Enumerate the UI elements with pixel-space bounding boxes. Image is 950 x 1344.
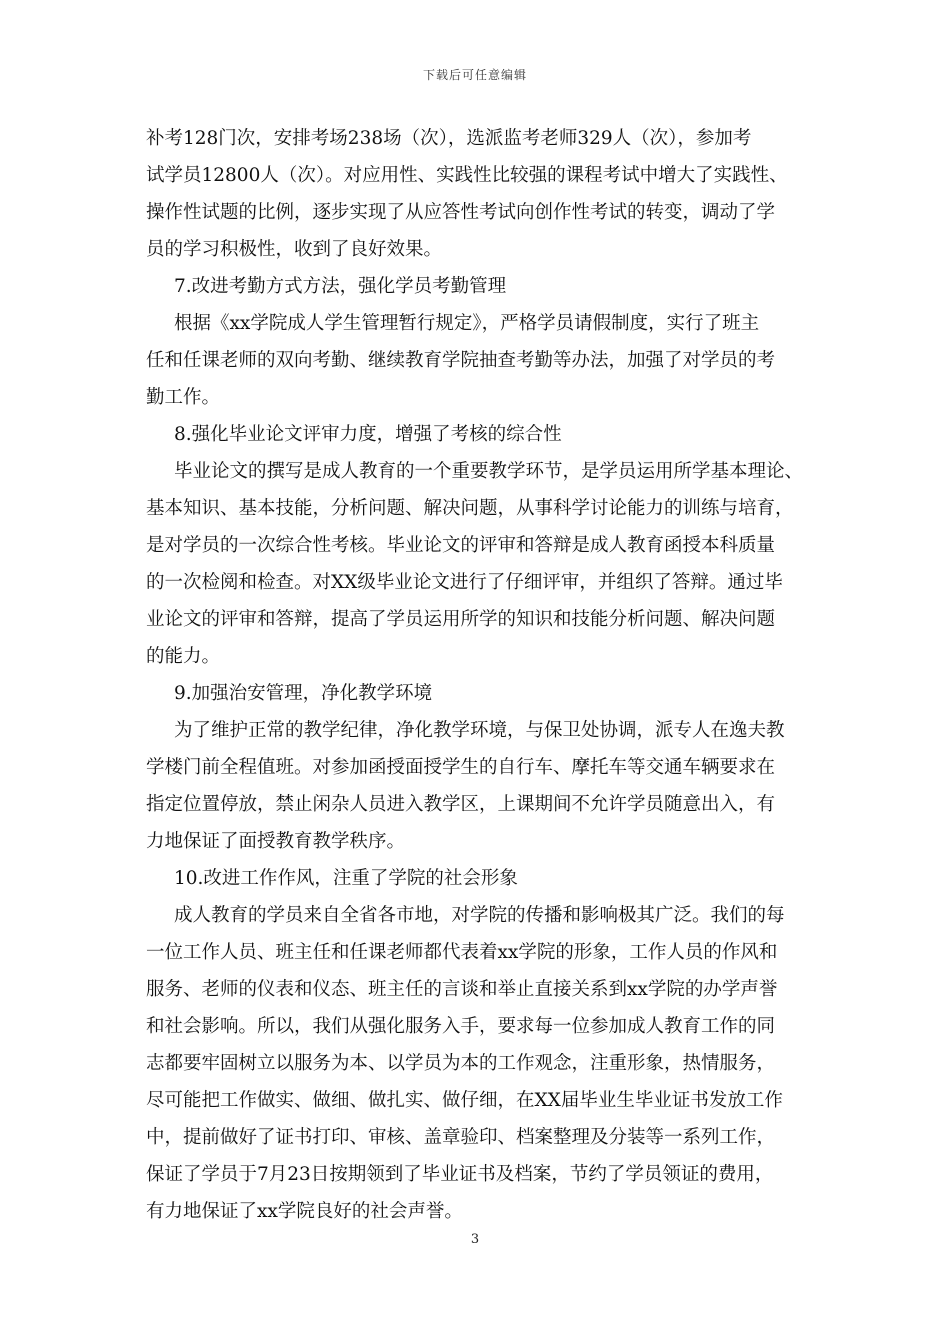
text-line: 中，提前做好了证书打印、审核、盖章验印、档案整理及分装等一系列工作， <box>146 1127 776 1148</box>
text-line: 毕业论文的撰写是成人教育的一个重要教学环节，是学员运用所学基本理论、 <box>174 461 804 482</box>
text-line: 尽可能把工作做实、做细、做扎实、做仔细，在XX届毕业生毕业证书发放工作 <box>146 1090 783 1111</box>
text-line: 成人教育的学员来自全省各市地，对学院的传播和影响极其广泛。我们的每 <box>174 905 785 926</box>
page-header: 下载后可任意编辑 <box>422 68 527 82</box>
text-line: 勤工作。 <box>146 387 221 408</box>
text-line: 试学员12800人（次）。对应用性、实践性比较强的课程考试中增大了实践性、 <box>146 165 788 186</box>
text-line: 力地保证了面授教育教学秩序。 <box>146 831 406 852</box>
text-line: 和社会影响。所以，我们从强化服务入手，要求每一位参加成人教育工作的同 <box>146 1016 776 1037</box>
section-heading: 7.改进考勤方式方法，强化学员考勤管理 <box>174 276 507 297</box>
text-line: 指定位置停放，禁止闲杂人员进入教学区，上课期间不允许学员随意出入，有 <box>146 794 776 815</box>
text-line: 志都要牢固树立以服务为本、以学员为本的工作观念，注重形象，热情服务， <box>146 1053 776 1074</box>
text-line: 服务、老师的仪表和仪态、班主任的言谈和举止直接关系到xx学院的办学声誉 <box>146 979 778 1000</box>
text-line: 一位工作人员、班主任和任课老师都代表着xx学院的形象，工作人员的作风和 <box>146 942 778 963</box>
text-line: 为了维护正常的教学纪律，净化教学环境，与保卫处协调，派专人在逸夫教 <box>174 720 785 741</box>
text-line: 的一次检阅和检查。对XX级毕业论文进行了仔细评审，并组织了答辩。通过毕 <box>146 572 783 593</box>
text-line: 有力地保证了xx学院良好的社会声誉。 <box>146 1201 463 1222</box>
section-heading: 10.改进工作作风，注重了学院的社会形象 <box>174 868 518 889</box>
text-line: 基本知识、基本技能，分析问题、解决问题，从事科学讨论能力的训练与培育， <box>146 498 794 519</box>
text-line: 操作性试题的比例，逐步实现了从应答性考试向创作性考试的转变，调动了学 <box>146 202 776 223</box>
section-heading: 9.加强治安管理，净化教学环境 <box>174 683 433 704</box>
page-number: 3 <box>470 1232 480 1247</box>
text-line: 补考128门次，安排考场238场（次），选派监考老师329人（次），参加考 <box>146 128 752 149</box>
document-body <box>146 120 826 1230</box>
text-line: 保证了学员于7月23日按期领到了毕业证书及档案，节约了学员领证的费用， <box>146 1164 774 1185</box>
text-line: 是对学员的一次综合性考核。毕业论文的评审和答辩是成人教育函授本科质量 <box>146 535 776 556</box>
text-line: 任和任课老师的双向考勤、继续教育学院抽查考勤等办法，加强了对学员的考 <box>146 350 776 371</box>
text-line: 员的学习积极性，收到了良好效果。 <box>146 239 443 260</box>
text-line: 的能力。 <box>146 646 221 667</box>
text-line: 学楼门前全程值班。对参加函授面授学生的自行车、摩托车等交通车辆要求在 <box>146 757 776 778</box>
text-line: 业论文的评审和答辩，提高了学员运用所学的知识和技能分析问题、解决问题 <box>146 609 776 630</box>
section-heading: 8.强化毕业论文评审力度，增强了考核的综合性 <box>174 424 562 445</box>
text-line: 根据《xx学院成人学生管理暂行规定》，严格学员请假制度，实行了班主 <box>174 313 760 334</box>
